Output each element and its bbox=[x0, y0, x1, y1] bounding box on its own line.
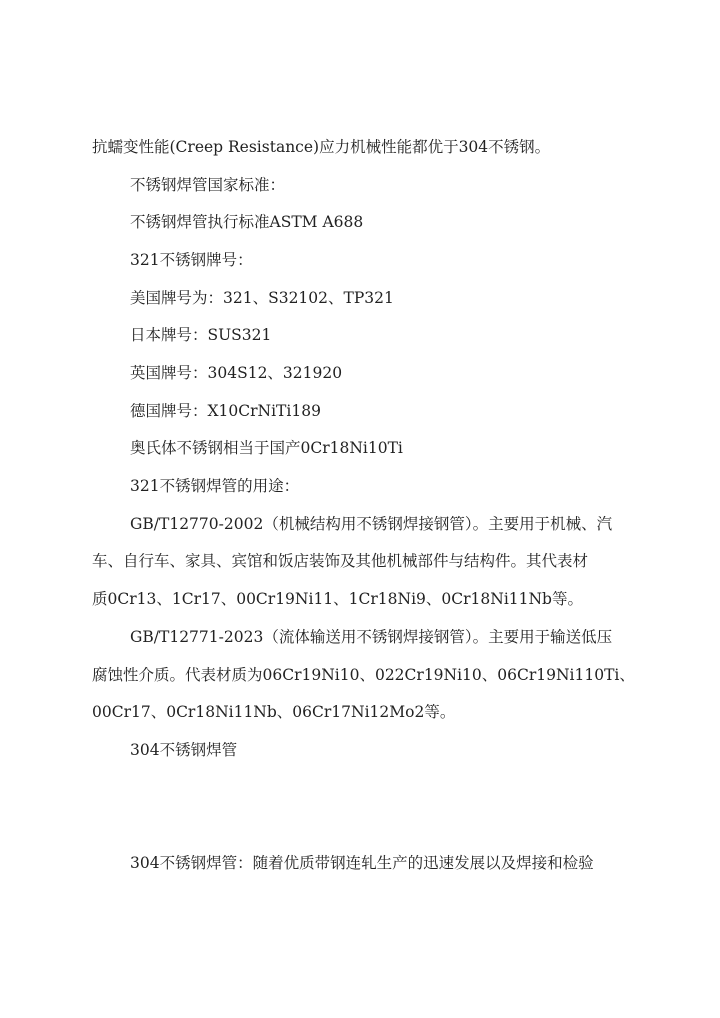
text-line: 德国牌号：X10CrNiTi189 bbox=[130, 402, 321, 420]
text-line: 00Cr17、0Cr18Ni11Nb、06Cr17Ni12Mo2等。 bbox=[92, 703, 456, 721]
text-line: 不锈钢焊管执行标准ASTM A688 bbox=[130, 213, 364, 231]
text-line: 车、自行车、家具、宾馆和饭店装饰及其他机械部件与结构件。其代表材 bbox=[92, 552, 589, 570]
text-line: 304不锈钢焊管：随着优质带钢连轧生产的迅速发展以及焊接和检验 bbox=[130, 854, 594, 872]
text-line: 英国牌号：304S12、321920 bbox=[130, 364, 343, 382]
text-line: 抗蠕变性能(Creep Resistance)应力机械性能都优于304不锈钢。 bbox=[92, 138, 551, 156]
text-line: GB/T12770-2002（机械结构用不锈钢焊接钢管）。主要用于机械、汽 bbox=[130, 515, 613, 533]
text-line: 304不锈钢焊管 bbox=[130, 741, 238, 759]
text-line: 321不锈钢焊管的用途： bbox=[130, 477, 300, 495]
text-line: 321不锈钢牌号： bbox=[130, 251, 253, 269]
text-line: 腐蚀性介质。代表材质为06Cr19Ni10、022Cr19Ni10、06Cr19Ni110Ti、 bbox=[92, 666, 635, 684]
text-line: GB/T12771-2023（流体输送用不锈钢焊接钢管）。主要用于输送低压 bbox=[130, 628, 613, 646]
text-line: 不锈钢焊管国家标准： bbox=[130, 176, 286, 194]
text-line: 奥氏体不锈钢相当于国产0Cr18Ni10Ti bbox=[130, 439, 403, 457]
text-line: 美国牌号为：321、S32102、TP321 bbox=[130, 289, 394, 307]
text-line: 质0Cr13、1Cr17、00Cr19Ni11、1Cr18Ni9、0Cr18Ni11Nb等。 bbox=[92, 590, 583, 608]
text-line: 日本牌号：SUS321 bbox=[130, 326, 272, 344]
